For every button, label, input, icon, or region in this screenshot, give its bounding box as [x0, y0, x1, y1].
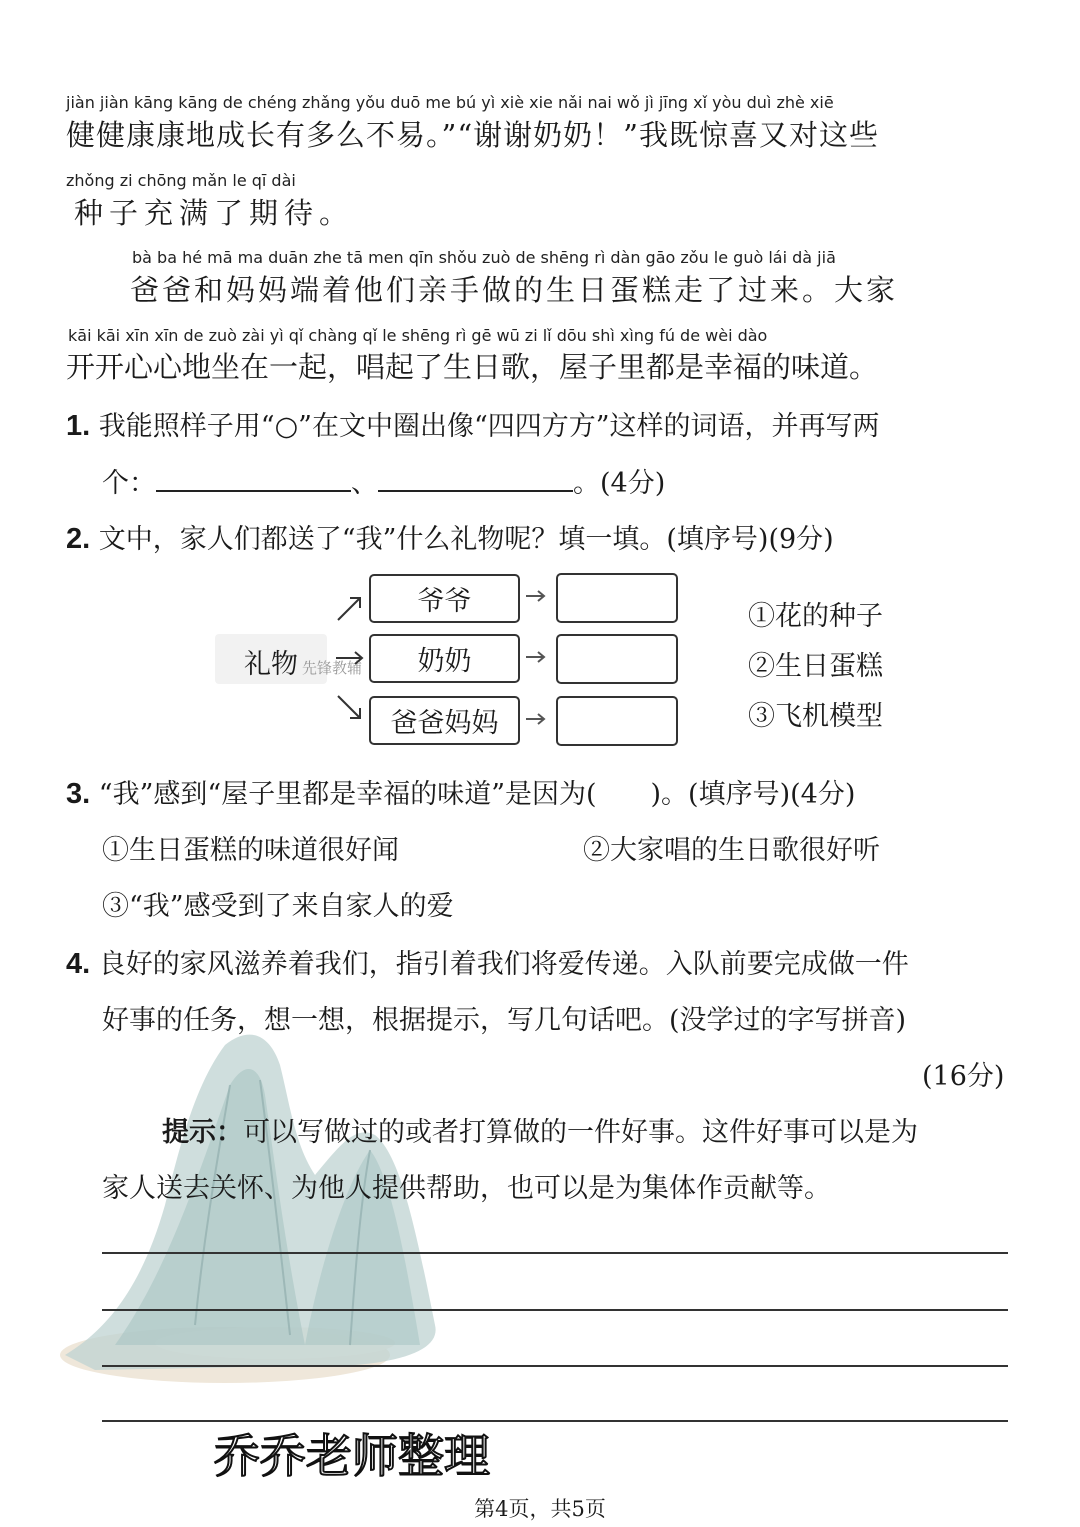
- answer-box-grandma[interactable]: [556, 634, 678, 684]
- pinyin-line-2: zhǒng zi chōng mǎn le qī dài: [66, 171, 296, 190]
- answer-prefix: 个：: [102, 468, 156, 499]
- writing-line-2[interactable]: [102, 1309, 1008, 1311]
- question-text: 文中，家人们都送了“我”什么礼物呢？填一填。(填序号)(9分): [98, 524, 834, 555]
- passage-line-3: 爸爸和妈妈端着他们亲手做的生日蛋糕走了过来。大家: [130, 273, 899, 307]
- question-1: [66, 404, 880, 443]
- question-3-option-3: ③“我”感受到了来自家人的爱: [102, 891, 454, 922]
- answer-box-parents[interactable]: [556, 696, 678, 746]
- writing-line-1[interactable]: [102, 1252, 1008, 1254]
- page-footer: 第4页，共5页: [474, 1497, 606, 1521]
- question-text: 良好的家风滋养着我们，指引着我们将爱传递。入队前要完成做一件: [98, 949, 909, 980]
- root-label: 礼物: [244, 649, 298, 680]
- hint-text: 可以写做过的或者打算做的一件好事。这件好事可以是为: [243, 1117, 918, 1148]
- writing-line-3[interactable]: [102, 1365, 1008, 1367]
- question-2: [66, 517, 834, 556]
- answer-blank-2[interactable]: [378, 466, 573, 492]
- question-3: [66, 772, 855, 811]
- question-number: 2.: [66, 523, 91, 555]
- question-number: 4.: [66, 948, 91, 980]
- mountain-illustration: [55, 1025, 455, 1390]
- gift-option-3: ③飞机模型: [748, 701, 883, 732]
- question-4: [66, 942, 909, 981]
- watermark: 先锋教辅: [302, 659, 363, 677]
- question-3-option-2: ②大家唱的生日歌很好听: [583, 835, 880, 866]
- pinyin-line-1: jiàn jiàn kāng kāng de chéng zhǎng yǒu duō me bú yì xiè xie nǎi nai wǒ jì jīng xǐ yòu duì zhè xiē: [66, 93, 834, 112]
- answer-box-grandpa[interactable]: [556, 573, 678, 623]
- hint-line-1: [162, 1110, 918, 1149]
- answer-separator: 、: [351, 468, 378, 499]
- giver-box-grandpa: 爷爷: [369, 574, 520, 623]
- passage-line-4: 开开心心地坐在一起，唱起了生日歌，屋子里都是幸福的味道。: [66, 350, 879, 384]
- hint-line-2: 家人送去关怀、为他人提供帮助，也可以是为集体作贡献等。: [102, 1173, 831, 1204]
- giver-box-parents: 爸爸妈妈: [369, 696, 520, 745]
- question-3-option-1: ①生日蛋糕的味道很好闻: [102, 835, 399, 866]
- question-text: “我”感到“屋子里都是幸福的味道”是因为( )。(填序号)(4分): [98, 779, 856, 810]
- question-4-line-2: 好事的任务，想一想，根据提示，写几句话吧。(没学过的字写拼音): [102, 1005, 907, 1036]
- gift-option-2: ②生日蛋糕: [748, 651, 883, 682]
- passage-line-1: 健健康康地成长有多么不易。”“谢谢奶奶！”我既惊喜又对这些: [66, 118, 879, 152]
- question-1-answer-row: [102, 461, 665, 500]
- signature: 乔乔老师整理: [214, 1429, 490, 1483]
- hint-label: 提示：: [162, 1117, 243, 1148]
- giver-box-grandma: 奶奶: [369, 634, 520, 683]
- answer-blank-1[interactable]: [156, 466, 351, 492]
- question-number: 1.: [66, 410, 91, 442]
- question-number: 3.: [66, 778, 91, 810]
- question-text: 我能照样子用“○”在文中圈出像“四四方方”这样的词语，并再写两: [98, 411, 880, 442]
- gift-option-1: ①花的种子: [748, 601, 883, 632]
- question-4-score: (16分): [922, 1061, 1005, 1092]
- pinyin-line-3: bà ba hé mā ma duān zhe tā men qīn shǒu zuò de shēng rì dàn gāo zǒu le guò lái dà jiā: [132, 248, 836, 267]
- passage-line-2: 种子充满了期待。: [74, 196, 355, 230]
- branch-arrows: [330, 590, 370, 730]
- box-arrows: [524, 585, 548, 735]
- pinyin-line-4: kāi kāi xīn xīn de zuò zài yì qǐ chàng qǐ le shēng rì gē wū zi lǐ dōu shì xìng fú de wèi dào: [68, 326, 768, 345]
- question-score: 。(4分): [573, 468, 666, 499]
